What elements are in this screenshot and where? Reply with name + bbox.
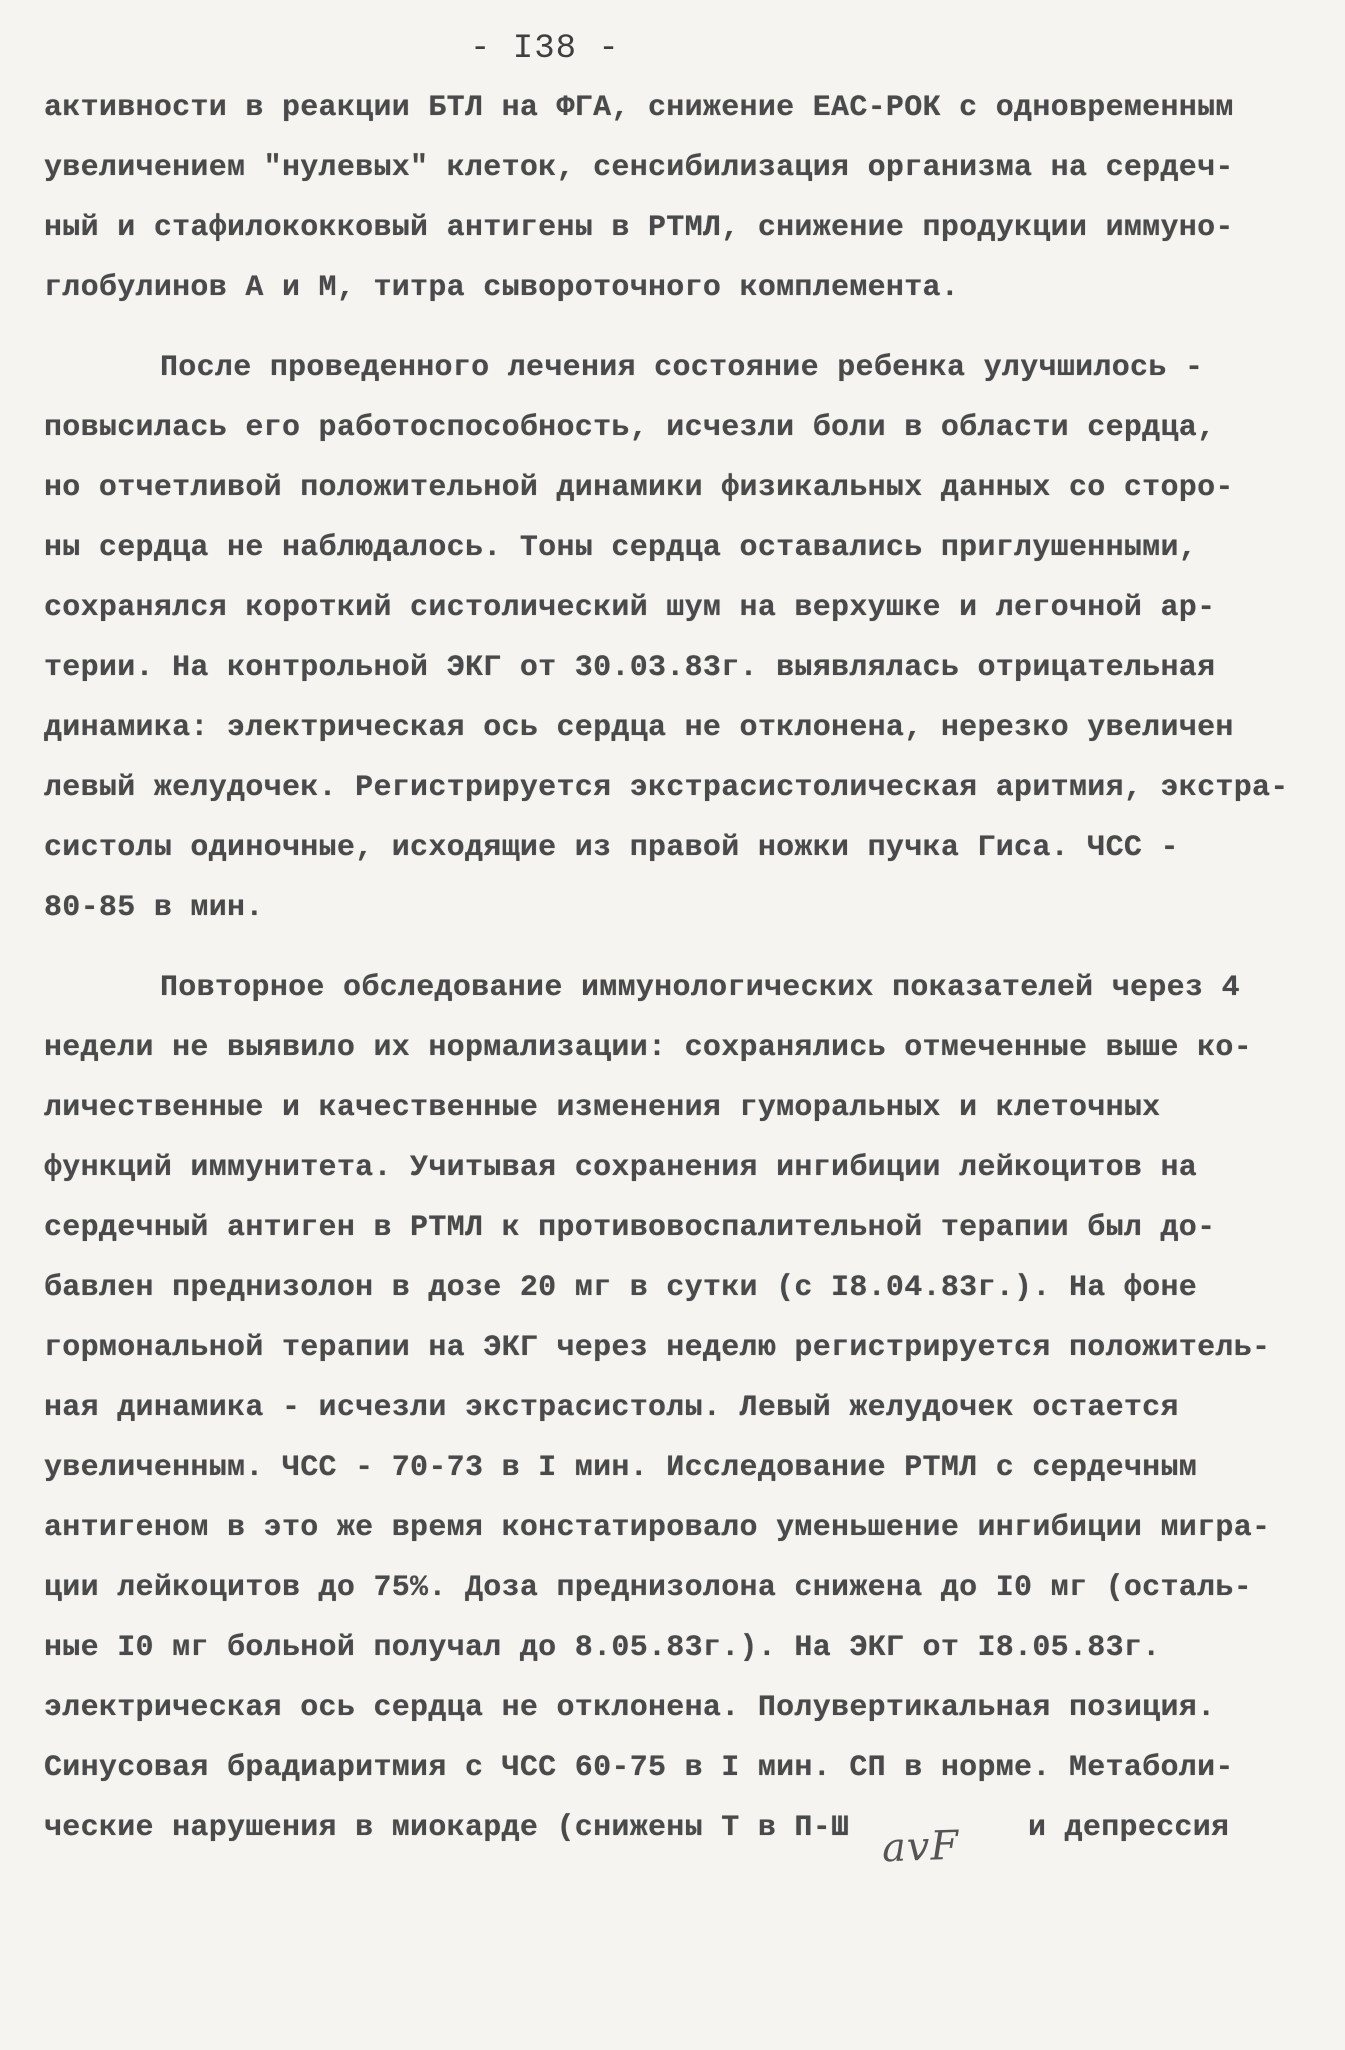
text-line: и депрессия (1028, 1811, 1230, 1845)
text-line: повысилась его работоспособность, исчезли боли в области сердца, (44, 411, 1216, 445)
text-line: После проведенного лечения состояние ребенка улучшилось - (160, 351, 1204, 385)
text-line: функций иммунитета. Учитывая сохранения ингибиции лейкоцитов на (44, 1151, 1198, 1185)
text-line: сохранялся короткий систолический шум на верхушке и легочной ар- (44, 591, 1216, 625)
text-line: ны сердца не наблюдалось. Тоны сердца оставались приглушенными, (44, 531, 1198, 565)
handwritten-annotation: avF (881, 1822, 960, 1872)
text-line: электрическая ось сердца не отклонена. Полувертикальная позиция. (44, 1691, 1216, 1725)
text-line: увеличением "нулевых" клеток, сенсибилизация организма на сердеч- (44, 151, 1234, 185)
text-line: Синусовая брадиаритмия с ЧСС 60-75 в I мин. СП в норме. Метаболи- (44, 1751, 1234, 1785)
text-line: сердечный антиген в РТМЛ к противовоспалительной терапии был до- (44, 1211, 1216, 1245)
text-line: недели не выявило их нормализации: сохранялись отмеченные выше ко- (44, 1031, 1252, 1065)
text-line: ный и стафилококковый антигены в РТМЛ, снижение продукции иммуно- (44, 211, 1234, 245)
text-line: ции лейкоцитов до 75%. Доза преднизолона снижена до I0 мг (осталь- (44, 1571, 1252, 1605)
text-line: левый желудочек. Регистрируется экстрасистолическая аритмия, экстра- (44, 771, 1289, 805)
text-line: терии. На контрольной ЭКГ от 30.03.83г. выявлялась отрицательная (44, 651, 1216, 685)
text-line: но отчетливой положительной динамики физикальных данных со сторо- (44, 471, 1234, 505)
text-line: бавлен преднизолон в дозе 20 мг в сутки (с I8.04.83г.). На фоне (44, 1271, 1198, 1305)
text-line: Повторное обследование иммунологических показателей через 4 (160, 971, 1240, 1005)
text-line: личественные и качественные изменения гуморальных и клеточных (44, 1091, 1161, 1125)
text-line: динамика: электрическая ось сердца не отклонена, нерезко увеличен (44, 711, 1234, 745)
text-line: ческие нарушения в миокарде (снижены Т в П-Ш (44, 1811, 850, 1845)
text-line: ная динамика - исчезли экстрасистолы. Левый желудочек остается (44, 1391, 1179, 1425)
text-line: 80-85 в мин. (44, 891, 264, 925)
text-line: антигеном в это же время констатировало уменьшение ингибиции мигра- (44, 1511, 1271, 1545)
text-line: активности в реакции БТЛ на ФГА, снижение ЕАС-РОК с одновременным (44, 91, 1234, 125)
text-line: гормональной терапии на ЭКГ через неделю регистрируется положитель- (44, 1331, 1271, 1365)
page-number: - I38 - (470, 30, 620, 68)
text-line: ные I0 мг больной получал до 8.05.83г.). На ЭКГ от I8.05.83г. (44, 1631, 1161, 1665)
text-line: увеличенным. ЧСС - 70-73 в I мин. Исследование РТМЛ с сердечным (44, 1451, 1198, 1485)
text-line: систолы одиночные, исходящие из правой ножки пучка Гиса. ЧСС - (44, 831, 1179, 865)
text-line: глобулинов А и М, титра сывороточного комплемента. (44, 271, 960, 305)
